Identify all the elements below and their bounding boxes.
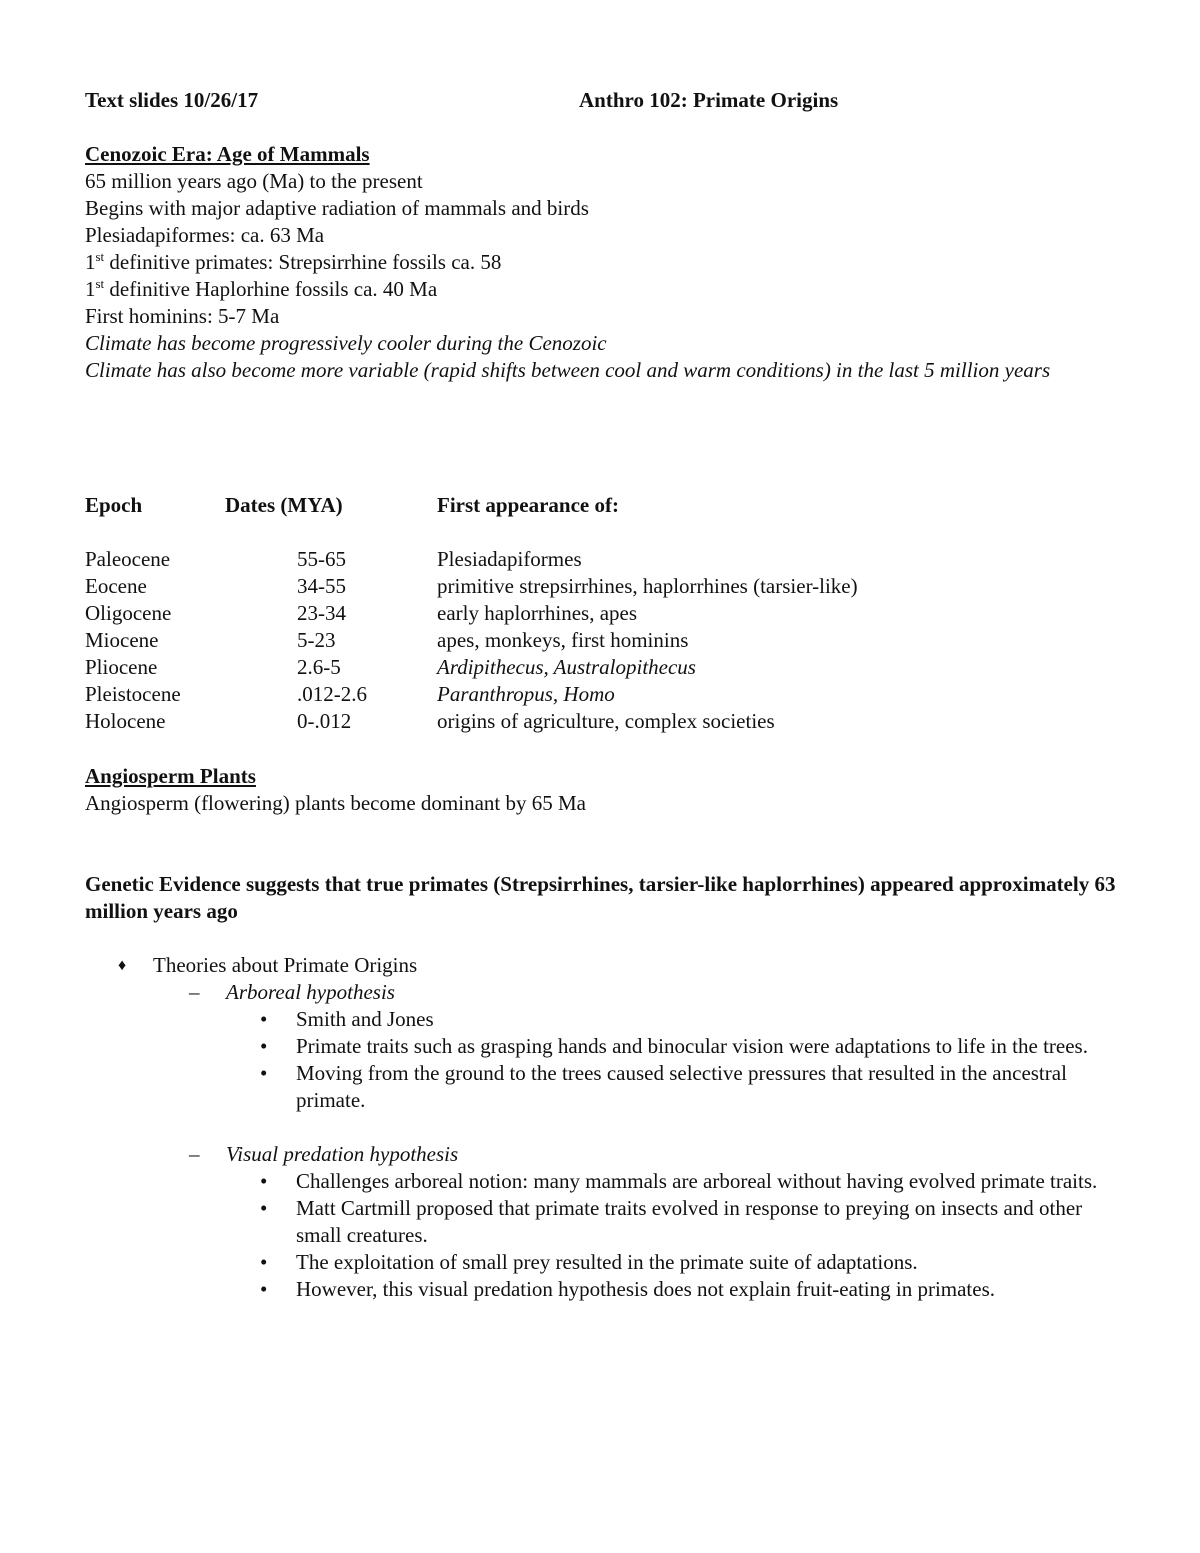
dates-cell: 55-65 xyxy=(297,547,346,571)
dates-cell: 34-55 xyxy=(297,574,346,598)
table-row xyxy=(85,546,1125,573)
column-header-epoch: Epoch xyxy=(85,493,143,517)
column-header-first-appearance: First appearance of: xyxy=(437,493,619,517)
list-item xyxy=(85,1276,1125,1303)
table-row xyxy=(85,654,1125,681)
haplorhine-text: definitive Haplorhine fossils ca. 40 Ma xyxy=(104,277,438,301)
arboreal-point: Smith and Jones xyxy=(296,1007,434,1031)
dot-bullet-icon: • xyxy=(260,1034,268,1058)
cenozoic-line: Plesiadapiformes: ca. 63 Ma xyxy=(85,223,325,247)
first-appearance-cell: early haplorrhines, apes xyxy=(437,601,638,625)
table-row xyxy=(85,573,1125,600)
cenozoic-line: 65 million years ago (Ma) to the present xyxy=(85,169,423,193)
angiosperm-text: Angiosperm (flowering) plants become dominant by 65 Ma xyxy=(85,791,586,815)
ordinal-suffix: st xyxy=(95,276,105,291)
dates-cell: 0-.012 xyxy=(297,709,352,733)
haplorhine-line xyxy=(85,276,1125,303)
list-item xyxy=(85,1033,1125,1060)
table-row xyxy=(85,681,1125,708)
genetic-evidence-statement: Genetic Evidence suggests that true primates (Strepsirrhines, tarsier-like haplorrhines) appeared approximately 63 million years ago xyxy=(85,872,1116,923)
first-appearance-cell: apes, monkeys, first hominins xyxy=(437,628,689,652)
dot-bullet-icon: • xyxy=(260,1277,268,1301)
ordinal-suffix: st xyxy=(95,249,105,264)
visual-point: The exploitation of small prey resulted in the primate suite of adaptations. xyxy=(296,1250,918,1274)
list-item xyxy=(85,1168,1125,1195)
visual-predation-hypothesis-title: Visual predation hypothesis xyxy=(226,1142,459,1166)
dot-bullet-icon: • xyxy=(260,1196,268,1220)
cenozoic-section xyxy=(85,141,1125,384)
epoch-cell: Pliocene xyxy=(85,655,158,679)
strepsirrhine-text: definitive primates: Strepsirrhine fossils ca. 58 xyxy=(104,250,502,274)
strepsirrhine-line xyxy=(85,249,1125,276)
climate-note-variable: Climate has also become more variable (rapid shifts between cool and warm conditions) in the last 5 million years xyxy=(85,358,1051,382)
dates-cell: 23-34 xyxy=(297,601,346,625)
epoch-cell: Paleocene xyxy=(85,547,171,571)
list-item xyxy=(85,1141,1125,1168)
arboreal-point: Primate traits such as grasping hands and binocular vision were adaptations to life in the trees. xyxy=(296,1034,1088,1058)
visual-point: Matt Cartmill proposed that primate traits evolved in response to preying on insects and other small creatures. xyxy=(296,1196,1083,1247)
dates-cell: 5-23 xyxy=(297,628,336,652)
climate-note-cooler: Climate has become progressively cooler during the Cenozoic xyxy=(85,331,607,355)
ordinal-number: 1 xyxy=(85,250,96,274)
first-appearance-cell: Paranthropus, Homo xyxy=(437,682,615,706)
first-appearance-cell: primitive strepsirrhines, haplorrhines (tarsier-like) xyxy=(437,574,858,598)
theories-list xyxy=(85,952,1125,1303)
dates-cell: 2.6-5 xyxy=(297,655,341,679)
dot-bullet-icon: • xyxy=(260,1250,268,1274)
list-item xyxy=(85,1195,1125,1249)
arboreal-hypothesis-title: Arboreal hypothesis xyxy=(226,980,395,1004)
epoch-table-header xyxy=(85,492,1125,519)
epoch-cell: Holocene xyxy=(85,709,166,733)
epoch-cell: Miocene xyxy=(85,628,159,652)
first-appearance-cell: origins of agriculture, complex societies xyxy=(437,709,775,733)
first-appearance-cell: Plesiadapiformes xyxy=(437,547,582,571)
angiosperm-section xyxy=(85,763,1125,817)
visual-point: Challenges arboreal notion: many mammals are arboreal without having evolved primate traits. xyxy=(296,1169,1098,1193)
spacer xyxy=(85,1114,1125,1141)
visual-point: However, this visual predation hypothesis does not explain fruit-eating in primates. xyxy=(296,1277,996,1301)
diamond-bullet-icon: ♦ xyxy=(118,957,127,974)
cenozoic-heading: Cenozoic Era: Age of Mammals xyxy=(85,142,370,166)
table-row xyxy=(85,708,1125,735)
table-row xyxy=(85,600,1125,627)
list-item xyxy=(85,952,1125,979)
list-item xyxy=(85,979,1125,1006)
table-row xyxy=(85,627,1125,654)
dash-bullet-icon: – xyxy=(189,980,200,1004)
list-item xyxy=(85,1006,1125,1033)
dot-bullet-icon: • xyxy=(260,1061,268,1085)
dot-bullet-icon: • xyxy=(260,1007,268,1031)
epoch-cell: Oligocene xyxy=(85,601,172,625)
cenozoic-line: Begins with major adaptive radiation of mammals and birds xyxy=(85,196,589,220)
dates-cell: .012-2.6 xyxy=(297,682,367,706)
theories-title: Theories about Primate Origins xyxy=(153,953,418,977)
list-item xyxy=(85,1249,1125,1276)
column-header-dates: Dates (MYA) xyxy=(225,493,343,517)
epoch-cell: Pleistocene xyxy=(85,682,181,706)
dot-bullet-icon: • xyxy=(260,1169,268,1193)
epoch-table xyxy=(85,492,1125,735)
angiosperm-heading: Angiosperm Plants xyxy=(85,764,256,788)
hominins-line: First hominins: 5-7 Ma xyxy=(85,304,280,328)
first-appearance-cell: Ardipithecus, Australopithecus xyxy=(437,655,696,679)
page-header xyxy=(85,87,1115,114)
header-course-title: Anthro 102: Primate Origins xyxy=(579,88,839,112)
epoch-cell: Eocene xyxy=(85,574,147,598)
ordinal-number: 1 xyxy=(85,277,96,301)
dash-bullet-icon: – xyxy=(189,1142,200,1166)
header-date: Text slides 10/26/17 xyxy=(85,88,259,112)
arboreal-point: Moving from the ground to the trees caused selective pressures that resulted in the ancestral primate. xyxy=(296,1061,1067,1112)
list-item xyxy=(85,1060,1125,1114)
